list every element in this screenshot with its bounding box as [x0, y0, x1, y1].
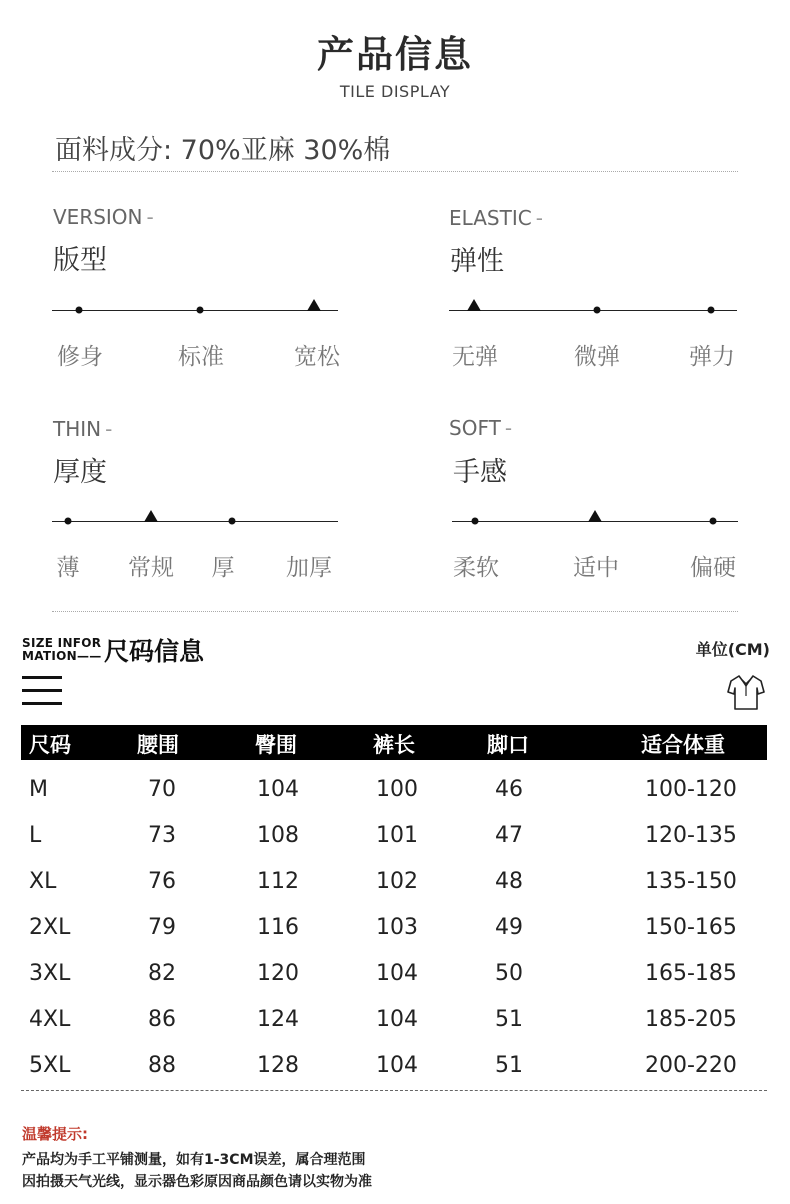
column-header: 裤长 — [373, 733, 415, 757]
scale-option: 薄 — [56, 555, 80, 581]
table-cell: 101 — [376, 823, 418, 848]
table-cell: 47 — [495, 823, 523, 848]
scale-option: 常规 — [128, 555, 174, 581]
size-section-en-title: SIZE INFOR MATION—— — [22, 636, 102, 663]
table-cell: 100-120 — [645, 777, 737, 802]
table-cell: 104 — [376, 1007, 418, 1032]
table-cell: 116 — [257, 915, 299, 940]
table-bottom-divider — [21, 1090, 767, 1091]
table-row — [21, 1044, 767, 1090]
selected-marker-icon — [144, 510, 158, 522]
table-cell: 185-205 — [645, 1007, 737, 1032]
fabric-composition: 面料成分: 70%亚麻 30%棉 — [55, 135, 391, 166]
table-cell: 73 — [148, 823, 176, 848]
scale-option: 加厚 — [286, 555, 332, 581]
size-section-title: 尺码信息 — [104, 637, 205, 666]
table-cell: 51 — [495, 1007, 523, 1032]
table-cell: XL — [29, 869, 57, 894]
table-cell: 2XL — [29, 915, 71, 940]
version-label: 版型 — [53, 245, 107, 276]
unit-label: 单位(CM) — [695, 640, 770, 659]
column-header: 尺码 — [29, 733, 71, 757]
table-cell: L — [29, 823, 42, 848]
table-cell: 104 — [376, 961, 418, 986]
table-cell: 76 — [148, 869, 176, 894]
elastic-label: 弹性 — [450, 246, 504, 277]
column-header: 适合体重 — [641, 733, 725, 757]
scale-dot — [472, 518, 479, 525]
scale-dot — [76, 307, 83, 314]
scale-dot — [229, 518, 236, 525]
elastic-caption: ELASTIC - — [449, 206, 543, 230]
page-title: 产品信息 — [317, 33, 473, 76]
menu-icon — [22, 676, 62, 706]
table-cell: M — [29, 777, 48, 802]
soft-label: 手感 — [453, 457, 507, 488]
column-header: 腰围 — [137, 733, 179, 757]
table-cell: 100 — [376, 777, 418, 802]
table-cell: 70 — [148, 777, 176, 802]
table-cell: 104 — [257, 777, 299, 802]
scale-option: 柔软 — [453, 555, 499, 581]
table-cell: 165-185 — [645, 961, 737, 986]
selected-marker-icon — [307, 299, 321, 311]
table-cell: 112 — [257, 869, 299, 894]
table-row — [21, 768, 767, 814]
table-cell: 150-165 — [645, 915, 737, 940]
selected-marker-icon — [588, 510, 602, 522]
size-table-header — [21, 725, 767, 760]
column-header: 臀围 — [255, 733, 297, 757]
scale-option: 宽松 — [294, 344, 340, 370]
table-cell: 48 — [495, 869, 523, 894]
table-cell: 79 — [148, 915, 176, 940]
page-subtitle: TILE DISPLAY — [339, 82, 451, 101]
table-row — [21, 860, 767, 906]
table-cell: 50 — [495, 961, 523, 986]
table-cell: 135-150 — [645, 869, 737, 894]
scale-option: 偏硬 — [690, 555, 736, 581]
table-row — [21, 814, 767, 860]
table-cell: 51 — [495, 1053, 523, 1078]
scale-option: 厚 — [211, 555, 235, 581]
table-row — [21, 998, 767, 1044]
table-cell: 128 — [257, 1053, 299, 1078]
table-cell: 46 — [495, 777, 523, 802]
scale-option: 弹力 — [689, 344, 735, 370]
scale-dot — [710, 518, 717, 525]
table-cell: 120-135 — [645, 823, 737, 848]
table-cell: 124 — [257, 1007, 299, 1032]
scale-dot — [197, 307, 204, 314]
thin-label: 厚度 — [53, 457, 107, 488]
shirt-icon — [726, 672, 766, 712]
scale-option: 微弹 — [574, 344, 620, 370]
scale-dot — [594, 307, 601, 314]
table-cell: 200-220 — [645, 1053, 737, 1078]
table-cell: 104 — [376, 1053, 418, 1078]
scale-option: 修身 — [57, 344, 103, 370]
tips-line: 因拍摄天气光线，显示器色彩原因商品颜色请以实物为准 — [22, 1174, 372, 1190]
table-cell: 102 — [376, 869, 418, 894]
scale-option: 适中 — [573, 555, 619, 581]
thin-caption: THIN - — [53, 417, 113, 441]
scale-dot — [708, 307, 715, 314]
table-cell: 4XL — [29, 1007, 71, 1032]
divider — [52, 611, 738, 612]
table-cell: 5XL — [29, 1053, 71, 1078]
table-cell: 103 — [376, 915, 418, 940]
version-caption: VERSION - — [53, 205, 154, 229]
column-header: 脚口 — [487, 733, 529, 757]
table-cell: 108 — [257, 823, 299, 848]
table-cell: 86 — [148, 1007, 176, 1032]
tips-title: 温馨提示: — [22, 1125, 88, 1143]
table-cell: 88 — [148, 1053, 176, 1078]
scale-option: 标准 — [178, 344, 224, 370]
scale-dot — [65, 518, 72, 525]
table-cell: 49 — [495, 915, 523, 940]
table-row — [21, 906, 767, 952]
selected-marker-icon — [467, 299, 481, 311]
table-row — [21, 952, 767, 998]
soft-caption: SOFT - — [449, 416, 513, 440]
divider — [52, 171, 738, 172]
table-cell: 82 — [148, 961, 176, 986]
table-cell: 120 — [257, 961, 299, 986]
tips-line: 产品均为手工平铺测量，如有1-3CM误差，属合理范围 — [22, 1152, 366, 1168]
scale-option: 无弹 — [452, 344, 498, 370]
table-cell: 3XL — [29, 961, 71, 986]
